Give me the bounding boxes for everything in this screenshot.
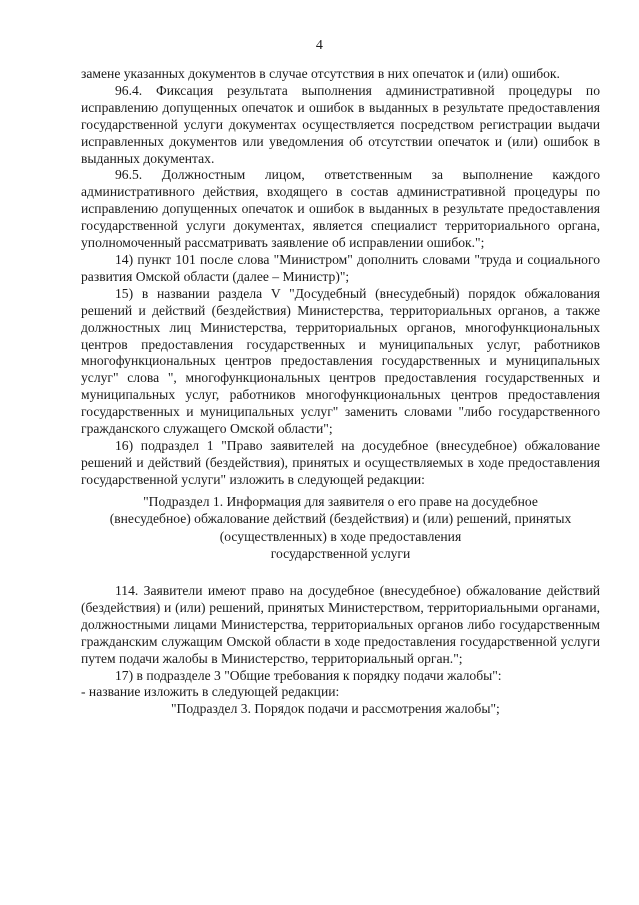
page-number: 4: [315, 38, 324, 53]
paragraph-item-17: 17) в подразделе 3 "Общие требования к порядку подачи жалобы":: [115, 667, 502, 683]
paragraph-item-17-dash: - название изложить в следующей редакции:: [81, 684, 340, 700]
document-body: [81, 66, 600, 718]
spacer: [81, 563, 600, 583]
heading-line-4: государственной услуги: [270, 546, 411, 562]
paragraph-item-17-quote: "Подраздел 3. Порядок подачи и рассмотрения жалобы";: [171, 701, 500, 717]
heading-line-3: (осуществленных) в ходе предоставления: [219, 528, 462, 544]
heading-line-2: (внесудебное) обжалование действий (бездействия) и (или) решений, принятых: [109, 511, 572, 527]
paragraph-item-16: 16) подраздел 1 "Право заявителей на досудебное (внесудебное) обжалование решений и действий (бездействия), принятых и осуществляемых в ходе предоставления государственной услуги" изложить в следующей редакции:: [81, 437, 600, 487]
paragraph-96-4: 96.4. Фиксация результата выполнения административной процедуры по исправлению допущенных опечаток и ошибок в выданных в результате предоставления государственной услуги документах осуществляется посредством регистрации выдачи исправленных документов или уведомления об отсутствии опечаток и (или) ошибок в выданных документах.: [81, 82, 600, 166]
heading-line-1: "Подраздел 1. Информация для заявителя о его праве на досудебное: [143, 493, 538, 509]
subsection-heading: [81, 493, 600, 563]
paragraph-continuation: замене указанных документов в случае отсутствия в них опечаток и (или) ошибок.: [81, 66, 560, 81]
paragraph-96-5: 96.5. Должностным лицом, ответственным за выполнение каждого административного действия, входящего в состав административной процедуры по исправлению допущенных опечаток и ошибок в выданных в результате предоставления государственной услуги документах, является специалист территориального органа, уполномоченный рассматривать заявление об исправлении ошибок.";: [81, 167, 600, 251]
paragraph-item-15: 15) в названии раздела V "Досудебный (внесудебный) порядок обжалования решений и действий (бездействия) Министерства, территориальных органов, а также должностных лиц Министерства, территориальных органов, многофункциональных центров предоставления государственных и муниципальных услуг, работников многофункциональных центров предоставления государственных и муниципальных услуг" слова ", многофункциональных центров предоставления государственных и муниципальных услуг, работников многофункциональных центров предоставления государственных и муниципальных услуг" заменить словами "либо государственного гражданского служащего Омской области";: [81, 285, 600, 437]
paragraph-114: 114. Заявители имеют право на досудебное (внесудебное) обжалование действий (бездействия) и (или) решений, принятых Министерством, территориальными органами, должностными лицами Министерства, территориальных органов либо государственным гражданским служащим Омской области в ходе предоставления государственной услуги путем подачи жалобы в Министерство, территориальный орган.";: [81, 583, 600, 666]
paragraph-item-14: 14) пункт 101 после слова "Министром" дополнить словами "труда и социального развития Омской области (далее – Министр)";: [81, 251, 600, 284]
